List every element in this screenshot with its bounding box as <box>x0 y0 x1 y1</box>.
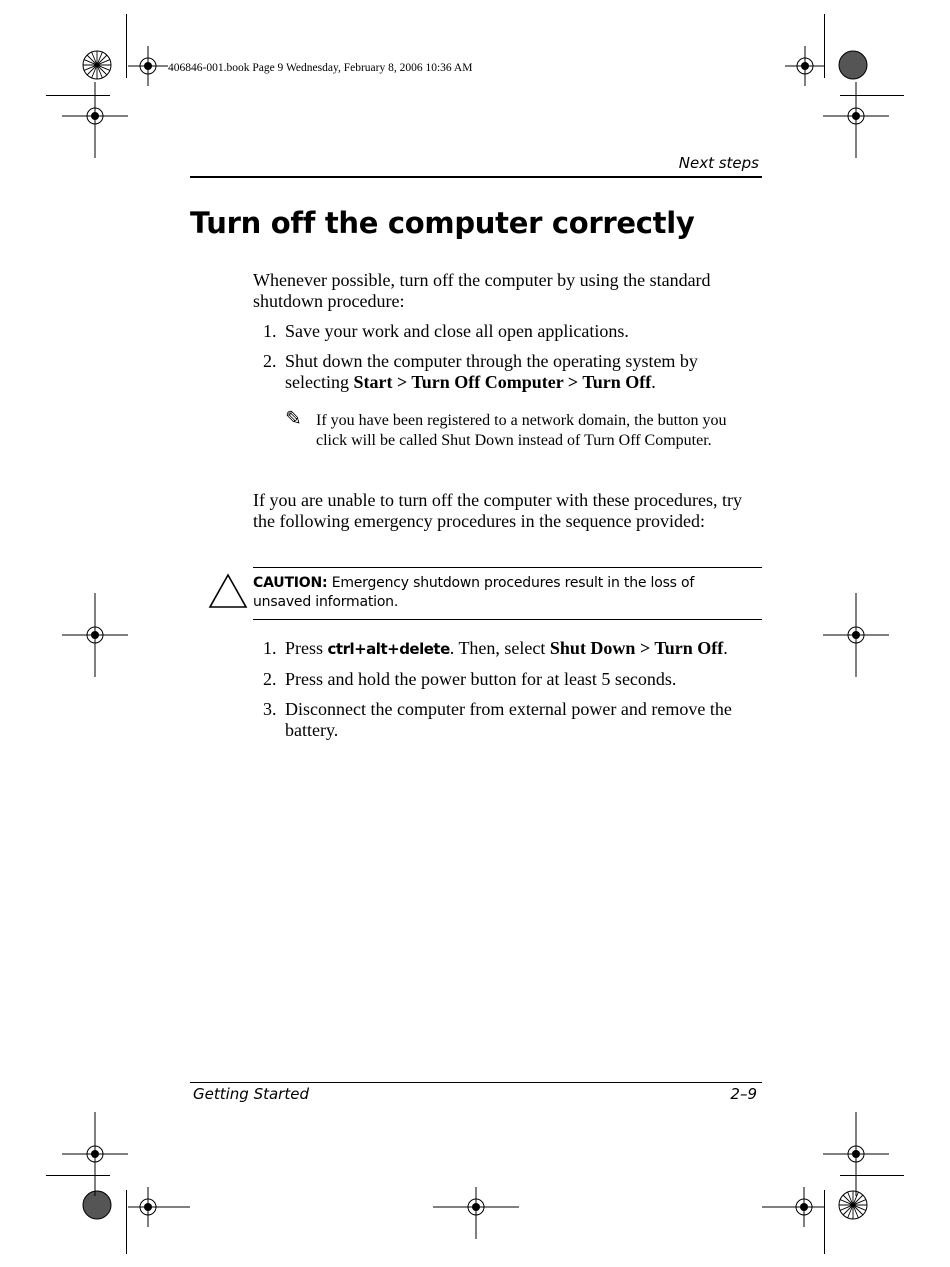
crosshair-target-icon <box>785 46 825 86</box>
crosshair-target-icon <box>62 1112 128 1196</box>
note-block <box>285 408 755 451</box>
step-number: 1. <box>263 638 277 658</box>
note-text: If you have been registered to a network domain, the button you click will be called Shut Down instead of Turn Off Computer. <box>316 412 727 449</box>
crosshair-target-icon <box>62 82 128 158</box>
crosshair-target-icon <box>62 593 128 677</box>
step-number: 2. <box>263 669 277 689</box>
list-item <box>253 638 765 660</box>
step-text: Shut down the computer through the operating system by selecting <box>285 351 698 392</box>
crosshair-target-icon <box>762 1187 824 1227</box>
print-slug: 406846-001.book Page 9 Wednesday, February 8, 2006 10:36 AM <box>168 62 473 74</box>
pencil-note-icon: ✎ <box>285 408 302 430</box>
emergency-intro-paragraph: If you are unable to turn off the computer with these procedures, try the following emergency procedures in the sequence provided: <box>253 490 743 531</box>
key-combination: ctrl+alt+delete <box>327 640 450 658</box>
page-title: Turn off the computer correctly <box>190 206 695 240</box>
step-number: 1. <box>263 321 277 341</box>
crosshair-target-icon <box>823 1112 889 1196</box>
step-number: 3. <box>263 699 277 719</box>
footer-book-title: Getting Started <box>193 1085 309 1103</box>
crosshair-target-icon <box>823 593 889 677</box>
menu-path: Start > Turn Off Computer > Turn Off <box>353 372 652 392</box>
crosshair-target-icon <box>128 46 168 86</box>
crosshair-target-icon <box>128 1187 190 1227</box>
footer-page-number: 2–9 <box>730 1085 757 1103</box>
caution-top-rule <box>253 567 762 568</box>
header-rule <box>190 176 762 178</box>
step-text: Disconnect the computer from external power and remove the battery. <box>285 699 732 740</box>
list-item <box>253 669 765 690</box>
running-head: Next steps <box>678 154 759 172</box>
registration-dot-icon <box>838 50 868 80</box>
caution-bottom-rule <box>253 619 762 620</box>
step-text: Save your work and close all open applications. <box>285 321 629 341</box>
crosshair-target-icon <box>823 82 889 158</box>
footer-rule <box>190 1082 762 1083</box>
caution-message: Emergency shutdown procedures result in the loss of unsaved information. <box>253 575 695 610</box>
step-text-mid: . Then, select <box>449 638 550 658</box>
list-item <box>253 699 765 741</box>
step-text-end: . <box>651 372 656 392</box>
step-text: Press and hold the power button for at least 5 seconds. <box>285 669 677 689</box>
menu-path: Shut Down > Turn Off <box>549 638 724 658</box>
caution-label: CAUTION: <box>253 575 328 591</box>
crosshair-target-icon <box>433 1187 519 1239</box>
caution-triangle-icon <box>208 573 248 609</box>
intro-paragraph: Whenever possible, turn off the computer by using the standard shutdown procedure: <box>253 270 711 311</box>
registration-wheel-icon <box>82 50 112 80</box>
step-number: 2. <box>263 351 277 371</box>
list-item <box>253 351 765 393</box>
list-item <box>253 321 765 342</box>
step-text: Press <box>285 638 328 658</box>
standard-steps-list <box>253 321 765 393</box>
step-text-end: . <box>723 638 728 658</box>
caution-text <box>253 574 723 612</box>
emergency-steps-list <box>253 638 765 741</box>
